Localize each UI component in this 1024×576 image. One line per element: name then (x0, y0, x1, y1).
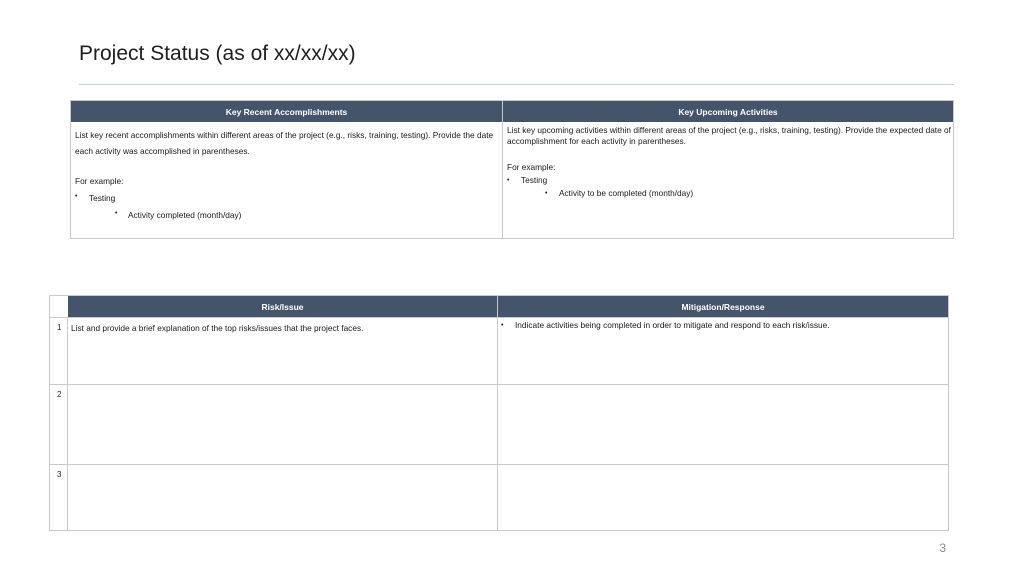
column-divider (497, 296, 498, 530)
slide-title: Project Status (as of xx/xx/xx) (79, 42, 356, 65)
accomplishments-cell (75, 127, 497, 224)
bullet-icon: • (507, 177, 510, 184)
risk-table (49, 295, 949, 531)
accomplishments-intro: List key recent accomplishments within different areas of the project (e.g., risks, training, testing). Provide the date each activity was accomplished in parentheses. (75, 130, 494, 156)
upcoming-cell (507, 125, 951, 200)
number-column-divider (67, 317, 68, 530)
bullet-icon: • (75, 193, 78, 200)
header-risk-issue: Risk/Issue (68, 296, 497, 317)
header-mitigation-response: Mitigation/Response (498, 296, 948, 317)
page-number: 3 (939, 541, 946, 555)
list-item (501, 320, 941, 332)
list-item (507, 174, 951, 187)
risk-cell: List and provide a brief explanation of the top risks/issues that the project faces. (71, 323, 364, 333)
header-key-upcoming-activities: Key Upcoming Activities (503, 101, 953, 122)
upcoming-bullet-2: Activity to be completed (month/day) (559, 188, 694, 198)
bullet-icon: • (501, 322, 504, 329)
mitigation-cell (501, 320, 941, 332)
list-item (75, 190, 497, 207)
accomplishments-bullet-2: Activity completed (month/day) (128, 210, 242, 220)
upcoming-example-label: For example: (507, 162, 556, 172)
list-item (507, 187, 951, 200)
accomplishments-bullet-1: Testing (89, 193, 116, 203)
upcoming-bullet-1: Testing (521, 175, 548, 185)
upcoming-intro: List key upcoming activities within different areas of the project (e.g., risks, training, testing). Provide the expected date of accomplishment for each activity in parentheses. (507, 125, 951, 146)
accomplishments-example-label: For example: (75, 176, 124, 186)
row-number: 1 (57, 323, 62, 332)
column-divider (502, 101, 503, 238)
accomplishments-table (70, 100, 954, 239)
row-divider (50, 464, 948, 465)
bullet-icon: • (545, 190, 548, 197)
row-number: 3 (57, 470, 62, 479)
mitigation-text: Indicate activities being completed in order to mitigate and respond to each risk/issue. (515, 320, 830, 330)
row-divider (50, 317, 948, 318)
list-item (75, 207, 497, 224)
header-key-recent-accomplishments: Key Recent Accomplishments (71, 101, 502, 122)
row-number: 2 (57, 390, 62, 399)
bullet-icon: • (115, 210, 118, 217)
row-divider (50, 384, 948, 385)
title-divider (79, 84, 954, 85)
